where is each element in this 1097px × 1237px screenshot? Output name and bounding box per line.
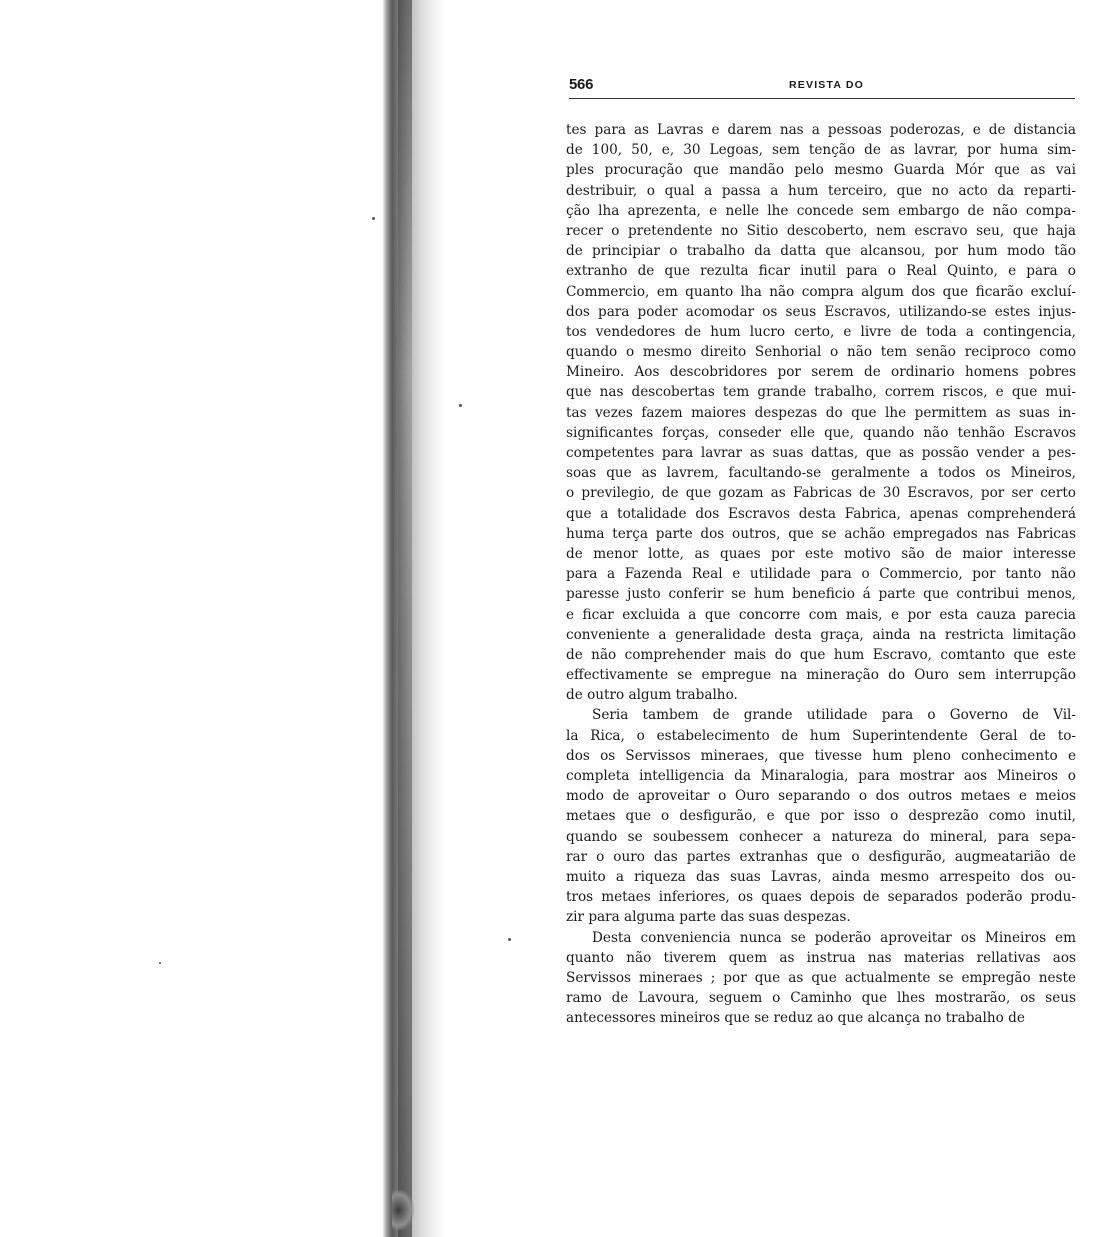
paragraph [566,120,1076,705]
binding-gutter-shadow [383,0,445,1237]
text-line: ples procuração que mandão pelo mesmo Guarda Mór que as vai [566,162,1076,179]
text-line: e ficar excluida a que concorre com mais, e por esta cauza parecia [566,606,1076,623]
scan-speck [459,404,462,407]
text-line: muito a riqueza das suas Lavras, ainda mesmo arrespeito dos ou- [566,868,1076,885]
text-line: soas que as lavrem, facultando-se geralmente a todos os Mineiros, [566,465,1076,482]
text-line: tros metaes inferiores, os quaes depois de separados poderão produ- [566,889,1076,906]
text-line: tas vezes fazem maiores despezas do que lhe permittem as suas in- [566,404,1076,421]
text-line: ção lha aprezenta, e nelle lhe concede sem embargo de não compa- [566,202,1076,219]
text-line: rar o ouro das partes extranhas que o desfigurão, augmeatarião de [566,848,1076,865]
text-line: extranho de que rezulta ficar inutil para o Real Quinto, e para o [566,263,1076,280]
text-line: destribuir, o qual a passa a hum terceiro, que no acto da reparti- [566,182,1076,199]
text-line: o previlegio, de que gozam as Fabricas de 30 Escravos, por ser certo [566,485,1076,502]
text-line: significantes forças, conseder elle que, quando não tenhão Escravos [566,424,1076,441]
page-number: 566 [569,76,594,93]
scan-speck [508,938,511,941]
text-line: dos para poder acomodar os seus Escravos, utilizando-se estes injus- [566,303,1076,320]
paragraph [566,705,1076,927]
text-line: Servissos mineraes ; por que as que actualmente se empregão neste [566,969,1076,986]
text-line: tes para as Lavras e darem nas a pessoas poderozas, e de distancia [566,122,1076,138]
text-line: dos os Servissos mineraes, que tivesse hum pleno conhecimento e [566,747,1076,764]
text-line: para a Fazenda Real e utilidade para o Commercio, por tanto não [566,566,1076,583]
binding-gutter-edge [398,0,412,1237]
text-line: Commercio, em quanto lha não compra algum dos que ficarão excluí- [566,283,1076,300]
text-line: de outro algum trabalho. [566,687,738,704]
text-line: effectivamente se empregue na mineração do Ouro sem interrupção [566,667,1076,684]
text-line: recer o pretendente no Sitio descoberto, nem escravo seu, que haja [566,222,1076,239]
text-line: completa intelligencia da Minaralogia, para mostrar aos Mineiros o [566,768,1076,784]
text-line: paresse justo conferir se hum beneficio á parte que contribui menos, [566,586,1076,603]
text-line: huma terça parte dos outros, que se achão empregados nas Fabricas [566,525,1076,542]
text-line: de 100, 50, e, 30 Legoas, sem tenção de as lavrar, por huma sim- [566,142,1076,159]
text-line: Seria tambem de grande utilidade para o Governo de Vil- [592,707,1076,724]
paragraph [566,928,1076,1029]
scan-speck [159,962,161,964]
text-line: Desta conveniencia nunca se poderão aproveitar os Mineiros em [592,929,1076,946]
text-line: ramo de Lavoura, seguem o Caminho que lhes mostrarão, os seus [566,990,1076,1007]
text-line: Mineiro. Aos descobridores por serem de ordinario homens pobres [566,364,1076,381]
text-line: de menor lotte, as quaes por este motivo são de maior interesse [566,545,1076,562]
text-line: quando o mesmo direito Senhorial o não tem senão reciproco como [566,344,1076,361]
text-line: la Rica, o estabelecimento de hum Superintendente Geral de to- [566,727,1076,744]
text-line: competentes para lavrar as suas dattas, que as possão vender a pes- [566,445,1076,461]
text-line: modo de aproveitar o Ouro separando o dos outros metaes e meios [566,788,1076,805]
scan-speck [372,217,375,220]
running-head: REVISTA DO [789,79,865,91]
page-header [569,76,1075,99]
text-line: quanto não tiverem quem as instrua nas materias rellativas aos [566,949,1076,966]
text-line: tos vendedores de hum lucro certo, e livre de toda a contingencia, [566,323,1076,340]
text-line: antecessores mineiros que se reduz ao que alcança no trabalho de [566,1010,1025,1027]
page-curl-mark [392,1190,414,1230]
text-line: que a totalidade dos Escravos desta Fabrica, apenas comprehenderá [566,505,1076,522]
text-line: de não comprehender mais do que hum Escravo, comtanto que este [566,646,1076,663]
text-line: metaes que o desfigurão, e que por isso o desprezão como inutil, [566,808,1076,825]
body-text-column [566,120,1076,1028]
text-line: conveniente a generalidade desta graça, ainda na restricta limitação [566,626,1076,643]
text-line: quando se soubessem conhecer a natureza do mineral, para sepa- [566,828,1076,845]
text-line: de principiar o trabalho da datta que alcansou, por hum modo tão [566,243,1076,260]
text-line: que nas descobertas tem grande trabalho, correm riscos, e que mui- [566,384,1076,401]
text-line: zir para alguma parte das suas despezas. [566,909,851,926]
